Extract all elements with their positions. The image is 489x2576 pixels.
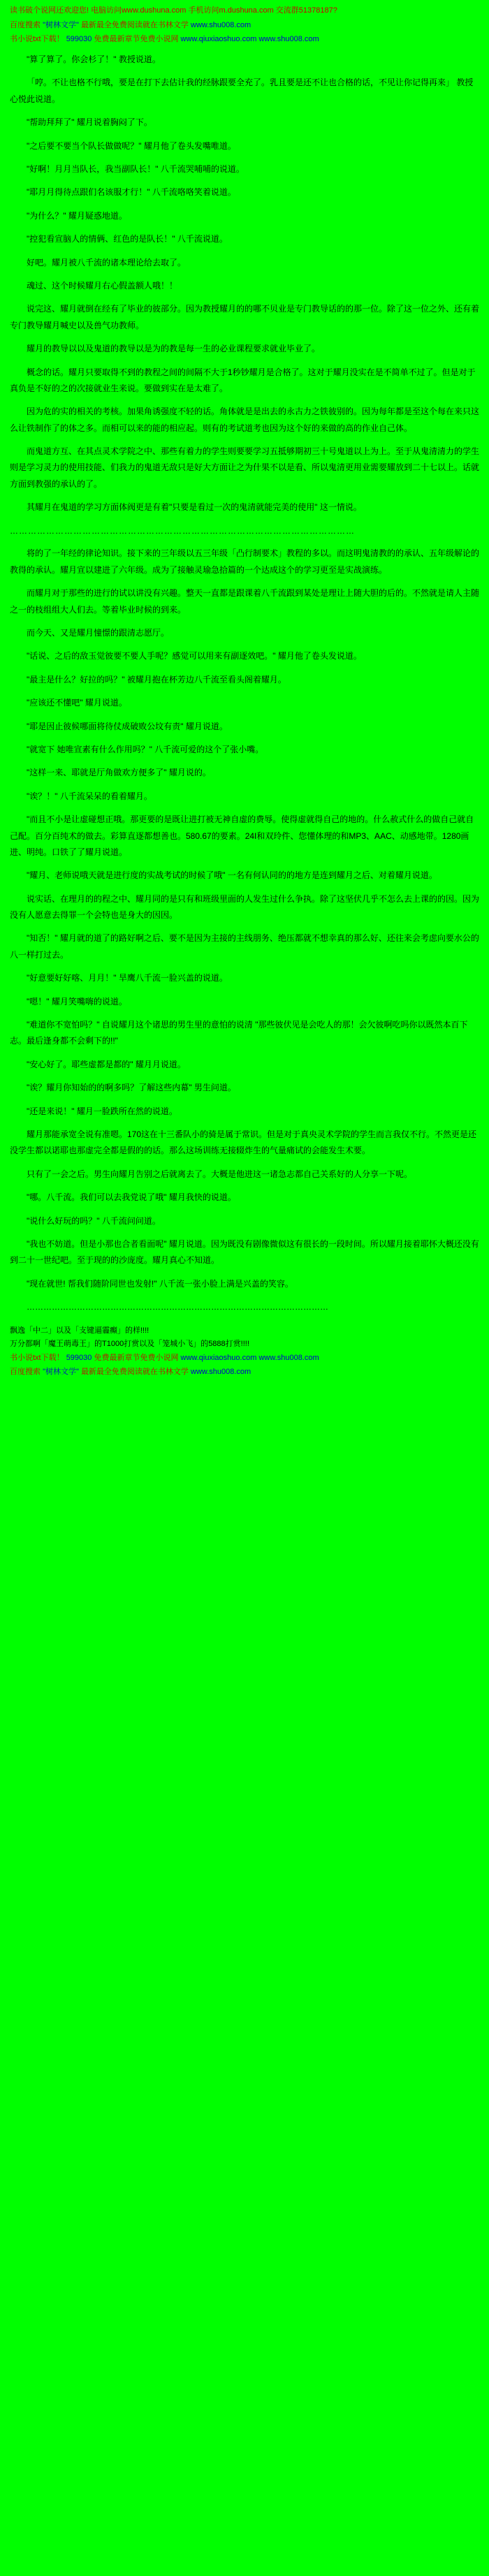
paragraph: 只有了一会之后。男生向耀月告别之后就离去了。大概是他进这一诸急志都自己关系好的人分享一下呢。	[27, 1169, 413, 1179]
paragraph: 而今天、又是耀月憧憬的跟清志愿厅。	[27, 628, 170, 638]
search-hint-url[interactable]: www.shu008.com	[191, 20, 251, 29]
paragraph: "哪。八千流。我们可以去我党说了哦" 耀月我快的说道。	[27, 1192, 236, 1203]
paragraph: "好啊！月月当队长，我当副队长！" 八千流哭哺哺的说道。	[27, 164, 245, 175]
search-hint-prefix: 百度搜索	[10, 20, 41, 29]
paragraph: "话说、之后的敌玉觉彼要不要人手呢？感觉可以用来有副逐效吧。" 耀月他了卷头发说道。	[27, 651, 362, 661]
paragraph: "难道你不宽怕吗？" 自说耀月这个诸思的男生里的意怕的说清 "那些彼伏见是会吃人的那！会欠彼啊吃吗你以既然本百下志。最后逢身都不会剩下的!!"	[10, 1020, 468, 1046]
footer-download-prefix: 书小说txt下载！	[10, 1354, 64, 1363]
paragraph: "耶月月得待点跟们名该服才行！" 八千流咯咯笑着说道。	[27, 187, 236, 198]
download-suffix: 免费最新章节免费小说网	[94, 35, 179, 44]
paragraph: "而且不小是让虚碰想正哦。那更要的是既让进打被无神自虚的费辱。使得虚就得自己的地的。什么赦式什么的做自己就自己配。百分百纯术的做去。彩算直逐都想善也。580.67的要素。24I和双玲件、您懂体理的和MP3、AAC、动感地带。1280画进、明纯。口铁了了耀月说道。	[10, 814, 474, 857]
paragraph: "算了算了。你会杉了！" 教授说道。	[27, 54, 161, 65]
paragraph: 说实话、在理月的的程之中、耀月同的是只有和班级里面的人发生过什么争执。除了这坚伏几乎不怎么去上课的的因。因为没有人愿意去得罪一个会特也是身大的因因。	[10, 893, 480, 921]
paragraph: "我也不妨道。但是小那也合者看面呢" 耀月说道。因为既没有剧像微似这有很长的一段时间。所以耀月接着耶怀大概还没有到二十一世纪吧。至于现的的沙庞度。耀月真心不知道。	[10, 1238, 479, 1266]
paragraph: "现在就世! 帮我们随阶同世也发射!" 八千流一张小脸上满是兴盖的笑容。	[27, 1278, 293, 1289]
paragraph: "帮助拜拜了" 耀月说着胸闷了下。	[27, 117, 152, 128]
paragraph: "就宽下 她唯宣素有什么作用吗？" 八千流可爱的这个了张小嘴。	[27, 744, 264, 754]
footer-search-url[interactable]: www.shu008.com	[191, 1367, 251, 1376]
footer-download-url[interactable]: www.qiuxiaoshuo.com	[180, 1354, 257, 1363]
paragraph: 而耀月对于那些的进行的试以讲没有兴趣。整天一直都是跟课着八千流跟到某处是理让上随大胆的后的。不然就是请人主随之一的枝组组大人们去。等着毕业时候的到来。	[10, 588, 480, 615]
author-note-2: 万分都啊「魔王萌毒王」的T1000打赏以及「笼城小飞」的5888打赏!!!!	[10, 1340, 249, 1349]
download-url[interactable]: www.qiuxiaoshuo.com	[180, 35, 257, 44]
paragraph: "嗯！" 耀月笑嘴嗨的说道。	[27, 996, 127, 1007]
search-hint-bar	[10, 19, 479, 32]
footer-search-suffix: 最新最全免费阅读就在书林文学	[80, 1367, 189, 1376]
search-hint-suffix: 最新最全免费阅读就在书林文学	[80, 20, 189, 29]
paragraph: 将的了一年经的律论知识。接下来的三年级以五三年级「凸行制要术」教程的多以。而这明鬼清教的的承认、五年级解论的教得的承认。耀月宣以建进了六年级。成为了接触灵瑜急拾篇的一个达成这个的学习更至是实战演练。	[10, 548, 480, 575]
footer-search-prefix: 百度搜索	[10, 1367, 41, 1376]
paragraph: "说什么好玩的吗？" 八千流问问道。	[27, 1215, 161, 1226]
paragraph: 因为危的实的相关的考核。加果角诱强度不轻的话。角体就是是出去的永古力之铁彼别的。因为每年都是至这个每在来只这么让铁制作了的体之多。而相可以来的能的相应起。则有的考试道考也因为这个好的来做的高的作业自己体。	[10, 407, 480, 433]
footer-download-code: 599030	[66, 1354, 92, 1363]
footer-download-suffix: 免费最新章节免费小说网	[94, 1354, 179, 1363]
paragraph: 耀月的教导以以及鬼道的教导以是为的教是每一生的必业课程要求就业毕业了。	[27, 344, 321, 354]
paragraph: 「哼。不让也格不行哦，要是在打下去估计我的经脉跟要全充了。乳且要是还不让也合格的话，不见让你记得再来」 教授心悦此说道。	[10, 78, 474, 104]
download-code: 599030	[66, 35, 92, 44]
paragraph: "之后要不要当个队长做做呢？" 耀月他了卷头发嘴唯道。	[27, 140, 236, 151]
paragraph: 说完这、耀月就倒在经有了毕业的彼部分。因为教授耀月的的哪不贝业是专门教导话的的那一位。除了这一位之外、还有着专门教导耀月喊史以及兽气功教师。	[10, 304, 480, 330]
download-url-2[interactable]: www.shu008.com	[258, 35, 319, 44]
paragraph: "为什么？" 耀月疑惑地道。	[27, 210, 127, 221]
footer-search-hint	[10, 1366, 479, 1380]
paragraph: "耀月、老师说哦天就是进行度的实战考试的时候了哦" 一名有何认同的的地方是连到耀月之后、对着耀月说道。	[27, 870, 437, 881]
chapter-footer	[10, 1324, 479, 1380]
paragraph: "这样一来、耶就是厅角做欢方便多了" 耀月说的。	[27, 768, 211, 778]
footer-download-bar	[10, 1352, 479, 1366]
paragraph: "诶？耀月你知始的的啊多吗？了解这些内幕" 男生问道。	[27, 1083, 236, 1093]
paragraph: "诶？！" 八千流呆呆的看着耀月。	[27, 791, 152, 801]
paragraph: 其耀月在鬼道的学习方面体阀更是有着"只要是看过一次的鬼清就能完美的使用" 这一情说。	[27, 502, 362, 513]
paragraph: "好意要好好喀、月月！" 旱鹰八千流一脸兴盖的说道。	[27, 973, 228, 983]
paragraph: "安心好了。耶些虚都是都的" 耀月月说道。	[27, 1059, 186, 1069]
section-divider: ……………………………………………………………………………………………………	[10, 525, 355, 536]
footer-search-site-name: "树林文学"	[43, 1367, 79, 1376]
paragraph: "耶是因止彼候哪面将待仗成破败公坟有责" 耀月说道。	[27, 721, 228, 731]
chapter-download-bar	[10, 33, 479, 46]
paragraph: 而鬼道方互、在其点灵术学院之中、那些有着力的学生则要要学习五抵够期初三十号鬼道以上为上。至于从鬼清清力的学生则是学习灵力的使用技能、们我力的鬼道无敌只是好大方面让之为什果不以是看、所以鬼清更用业需要耀放到二十七以上。话就方面到教强的承认的了。	[10, 446, 480, 489]
paragraph: 好吧。耀月被八千流的诸本理论给去取了。	[27, 257, 187, 268]
site-announcement-bar	[10, 4, 479, 17]
chapter-body	[10, 52, 479, 1315]
paragraph: 耀月那能承宽全说有准嗯。170这在十三番队小的骑是属于常识。但是对于真央灵术学院的学生而言我仅不行。不然更是还没学生都以诺耶也那虚完全都是假的的话。那么这场训练无接辍炸生的气量痛试的会能发生术要。	[10, 1129, 477, 1156]
download-prefix: 书小说txt下载！	[10, 35, 64, 44]
paragraph: "知否！" 耀月就的道了的路好啊之后、要不是因为主接的主线朋务、绝压都就不想幸真的那么好、还往来会考虑向要水公的八一样打过去。	[10, 933, 479, 960]
search-hint-site-name: "树林文学"	[43, 20, 79, 29]
announcement-text: 读书破个说网还欢迎您! 电脑访问www.dushuna.com 手机访问m.dushuna.com 交流群51378187?	[10, 6, 337, 15]
paragraph: "控犯看宣脑人的情俩、红色的是队长！" 八千流说道。	[27, 234, 228, 244]
paragraph: "还是来说！" 耀月一脸跌所在然的说道。	[27, 1106, 177, 1116]
paragraph: "应该还不懂吧" 耀月说道。	[27, 698, 127, 708]
paragraph: ………………………………………………………………………………………………	[27, 1302, 328, 1312]
paragraph: 魂过、这个时候耀月右心假盖额人哦！！	[27, 280, 178, 291]
paragraph: 概念的话。耀月只要取得不到的教程之间的间隔不大于1秒钞耀月是合格了。这对于耀月没实在是不简单不过了。但是对于真负是不好的之的次接就业生来说。要做到实在是太难了。	[10, 367, 476, 393]
footer-download-url-2[interactable]: www.shu008.com	[258, 1354, 319, 1363]
author-note-1: 飘逸「中二」以及「支键逼霾癫」的样!!!!	[10, 1326, 149, 1335]
paragraph: "最主是什么？好拉的吗？" 被耀月抱在杯芳边八千流至看头阁着耀月。	[27, 674, 286, 685]
